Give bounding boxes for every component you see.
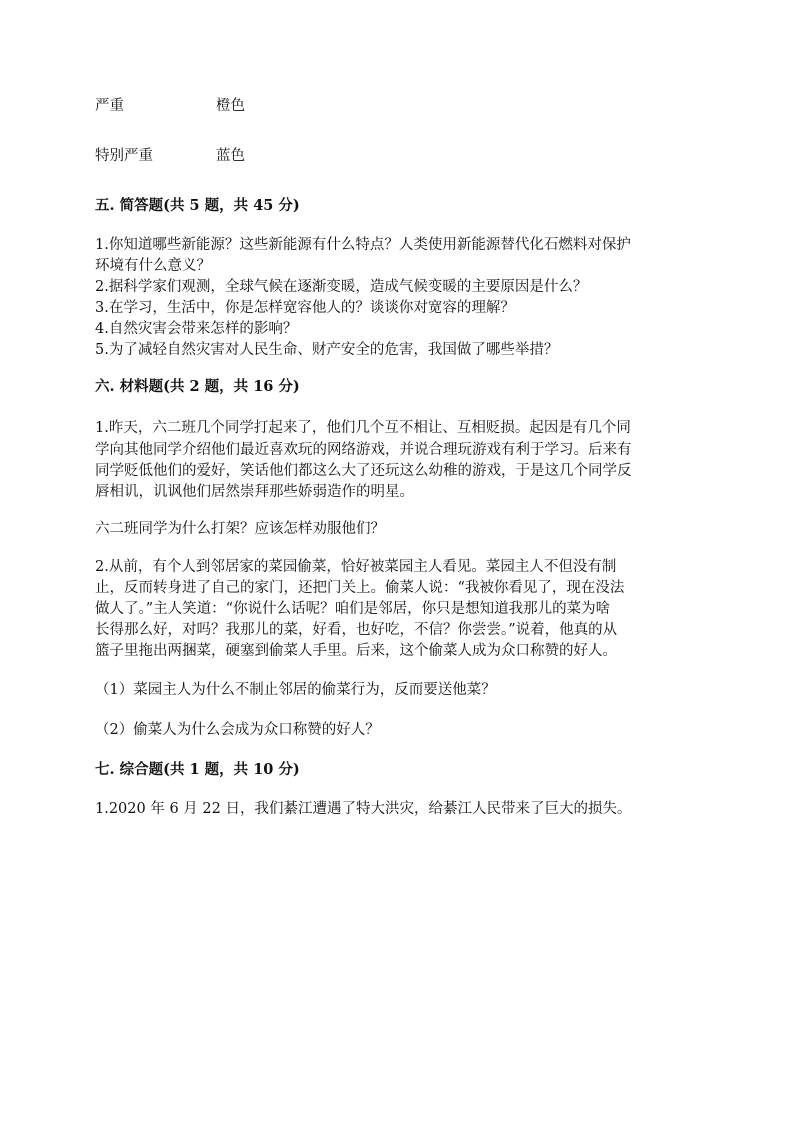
- sub-question: （2）偷菜人为什么会成为众口称赞的好人？: [95, 722, 380, 738]
- material-line: 学向其他同学介绍他们最近喜欢玩的网络游戏，并说合理玩游戏有利于学习。后来有: [95, 442, 632, 458]
- severity-level: 严重: [95, 98, 124, 114]
- material-line: 做人了。”主人笑道：“你说什么话呢？咱们是邻居，你只是想知道我那儿的菜为啥: [95, 601, 611, 617]
- question-line: 1.2020 年 6 月 22 日，我们綦江遭遇了特大洪灾，给綦江人民带来了巨大的损失。: [95, 801, 632, 817]
- material-line: 篮子里拖出两捆菜，硬塞到偷菜人手里。后来，这个偷菜人成为众口称赞的好人。: [95, 643, 617, 659]
- question-line: 1.你知道哪些新能源？这些新能源有什么特点？人类使用新能源替代化石燃料对保护: [95, 237, 631, 253]
- material-line: 1.昨天，六二班几个同学打起来了，他们几个互不相让、互相贬损。起因是有几个同: [95, 420, 631, 436]
- question-line: 3.在学习，生活中，你是怎样宽容他人的？谈谈你对宽容的理解？: [95, 300, 515, 316]
- section-heading: 七. 综合题(共 1 题，共 10 分): [95, 761, 300, 778]
- severity-color: 橙色: [216, 98, 245, 114]
- sub-question: （1）菜园主人为什么不制止邻居的偷菜行为，反而要送他菜？: [95, 682, 496, 698]
- material-line: 同学贬低他们的爱好，笑话他们都这么大了还玩这么幼稚的游戏，于是这几个同学反: [95, 463, 632, 479]
- question-line: 4.自然灾害会带来怎样的影响？: [95, 321, 298, 337]
- question-line: 环境有什么意义？: [95, 258, 211, 274]
- severity-color: 蓝色: [216, 148, 245, 164]
- question-text: 六二班同学为什么打架？应该怎样劝服他们？: [95, 521, 385, 537]
- section-heading: 六. 材料题(共 2 题，共 16 分): [95, 378, 300, 395]
- material-line: 2.从前，有个人到邻居家的菜园偷菜，恰好被菜园主人看见。菜园主人不但没有制: [95, 559, 617, 575]
- question-line: 5.为了减轻自然灾害对人民生命、财产安全的危害，我国做了哪些举措？: [95, 342, 559, 358]
- section-heading: 五. 简答题(共 5 题，共 45 分): [95, 197, 300, 214]
- question-line: 2.据科学家们观测，全球气候在逐渐变暖，造成气候变暖的主要原因是什么？: [95, 279, 588, 295]
- material-line: 唇相讥，讥讽他们居然崇拜那些娇弱造作的明星。: [95, 484, 414, 500]
- material-line: 长得那么好，对吗？我那儿的菜，好看，也好吃，不信？你尝尝。”说着，他真的从: [95, 622, 618, 638]
- material-line: 止，反而转身进了自己的家门，还把门关上。偷菜人说：“我被你看见了，现在没法: [95, 580, 625, 596]
- severity-level: 特别严重: [95, 148, 153, 164]
